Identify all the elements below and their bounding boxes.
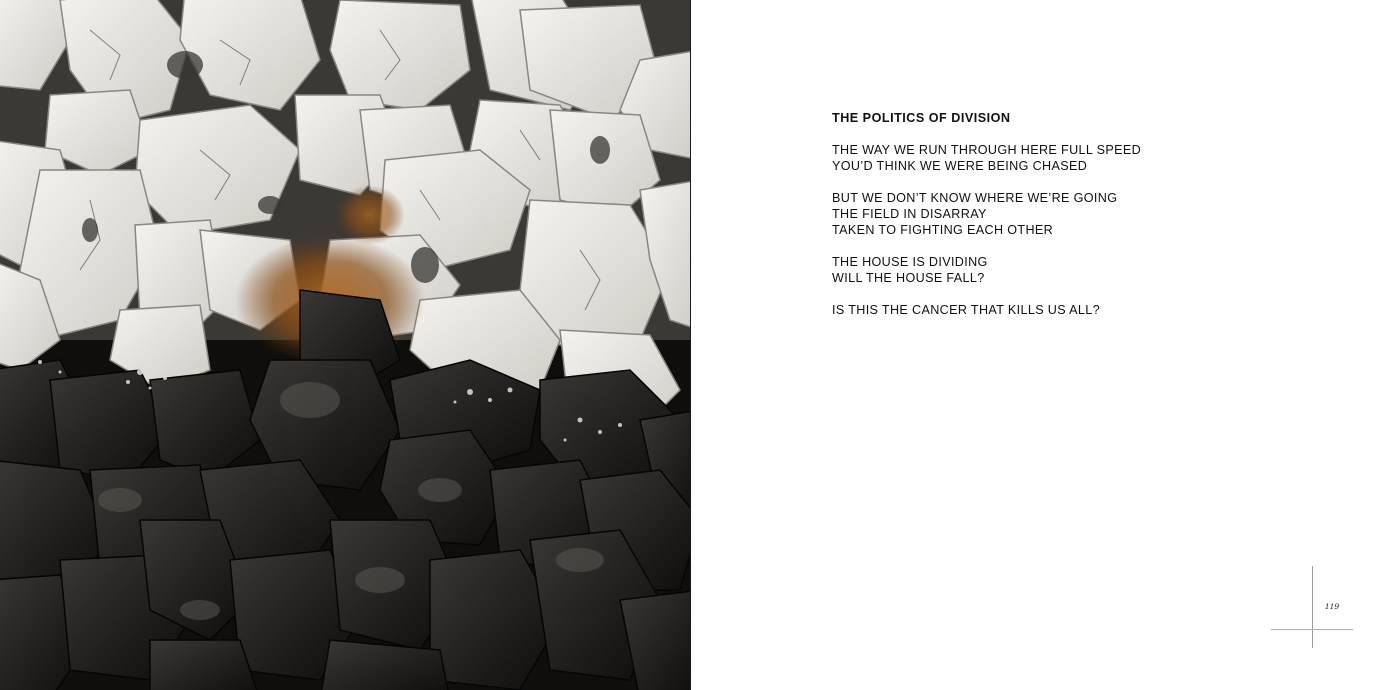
stanza-3: [832, 254, 1252, 286]
rocks-photograph: [0, 0, 690, 690]
poem: [832, 110, 1252, 334]
poem-line: BUT WE DON’T KNOW WHERE WE’RE GOING: [832, 191, 1118, 205]
poem-line: WILL THE HOUSE FALL?: [832, 271, 985, 285]
poem-title: THE POLITICS OF DIVISION: [832, 111, 1011, 125]
poem-line: THE FIELD IN DISARRAY: [832, 207, 987, 221]
poem-line: YOU’D THINK WE WERE BEING CHASED: [832, 159, 1088, 173]
crop-mark-vertical: [1312, 566, 1313, 648]
page-number: 119: [1324, 602, 1340, 611]
stanza-1: [832, 142, 1252, 174]
poem-line: TAKEN TO FIGHTING EACH OTHER: [832, 223, 1054, 237]
stanza-4: [832, 302, 1252, 318]
poem-line: IS THIS THE CANCER THAT KILLS US ALL?: [832, 303, 1100, 317]
crop-mark-horizontal: [1271, 629, 1353, 630]
poem-line: THE HOUSE IS DIVIDING: [832, 255, 988, 269]
poem-line: THE WAY WE RUN THROUGH HERE FULL SPEED: [832, 143, 1142, 157]
photo-border: [690, 0, 691, 690]
stanza-2: [832, 190, 1252, 238]
